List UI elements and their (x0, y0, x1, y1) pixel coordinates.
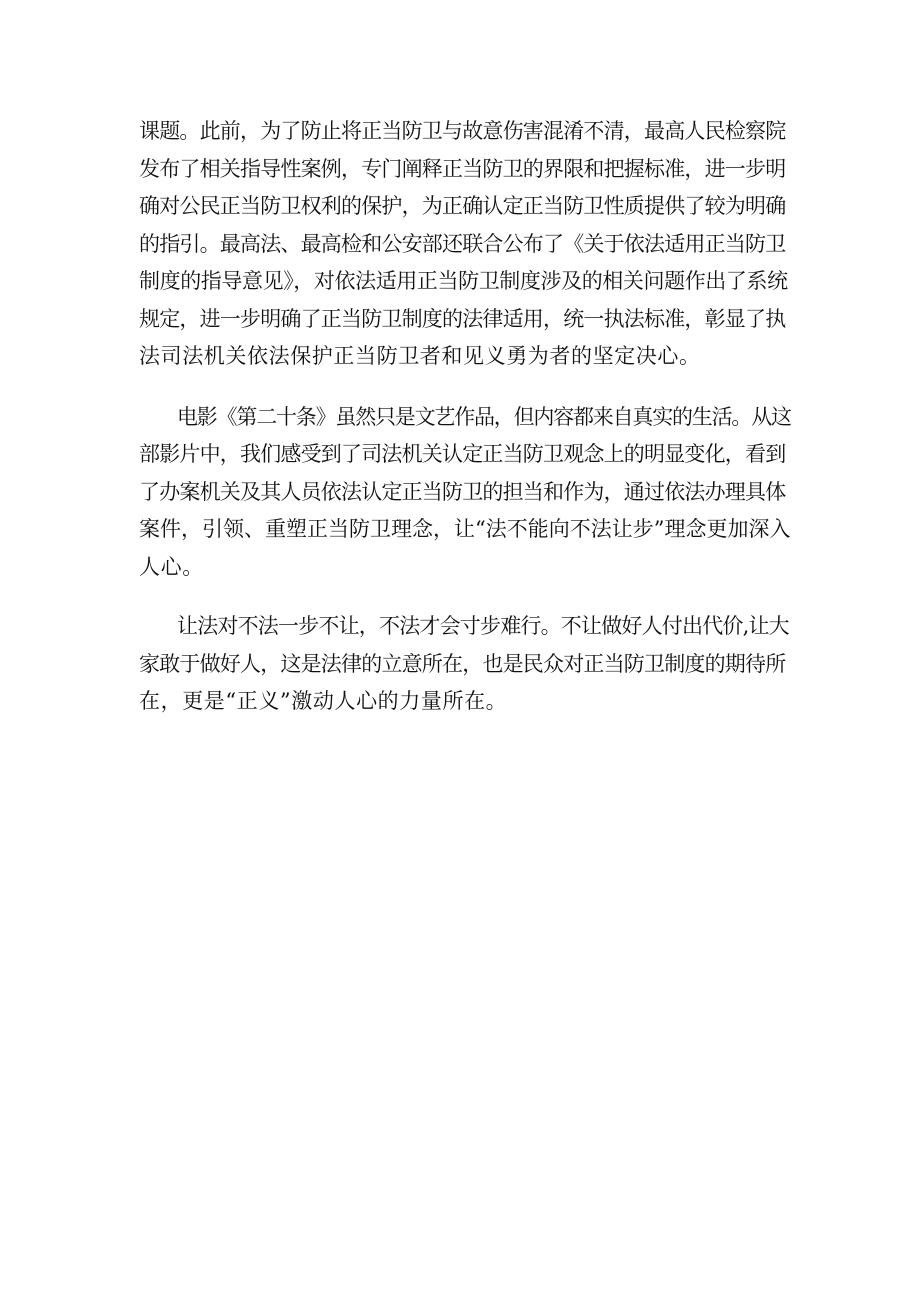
document-body (139, 113, 791, 721)
text-line: 人心。 (139, 554, 204, 579)
text-line: 电影《第二十条》虽然只是文艺作品，但内容都来自真实的生活。从这 (177, 404, 791, 429)
text-line: 让法对不法一步不让，不法才会寸步难行。不让做好人付出代价,让大 (177, 614, 789, 638)
paragraph-2 (139, 399, 791, 587)
text-line: 家敢于做好人，这是法律的立意所在，也是民众对正当防卫制度的期待所 (139, 651, 786, 676)
text-line: 发布了相关指导性案例，专门阐释正当防卫的界限和把握标准，进一步明 (139, 156, 786, 181)
text-line: 在，更是“正义”激动人心的力量所在。 (139, 689, 508, 713)
paragraph-1 (139, 113, 791, 376)
text-line: 确对公民正当防卫权利的保护，为正确认定正当防卫性质提供了较为明确 (139, 194, 786, 218)
text-line: 的指引。最高法、最高检和公安部还联合公布了《关于依法适用正当防卫 (139, 231, 786, 256)
text-line: 法司法机关依法保护正当防卫者和见义勇为者的坚定决心。 (139, 344, 701, 368)
text-line: 部影片中，我们感受到了司法机关认定正当防卫观念上的明显变化，看到 (139, 442, 786, 466)
text-line: 规定，进一步明确了正当防卫制度的法律适用，统一执法标准，彰显了执 (139, 306, 786, 331)
text-line: 了办案机关及其人员依法认定正当防卫的担当和作为，通过依法办理具体 (139, 479, 786, 504)
paragraph-3 (139, 608, 791, 721)
text-line: 案件，引领、重塑正当防卫理念，让“法不能向不法让步”理念更加深入 (139, 517, 791, 541)
text-line: 课题。此前，为了防止将正当防卫与故意伤害混淆不清，最高人民检察院 (139, 119, 786, 143)
text-line: 制度的指导意见》，对依法适用正当防卫制度涉及的相关问题作出了系统 (139, 269, 788, 293)
